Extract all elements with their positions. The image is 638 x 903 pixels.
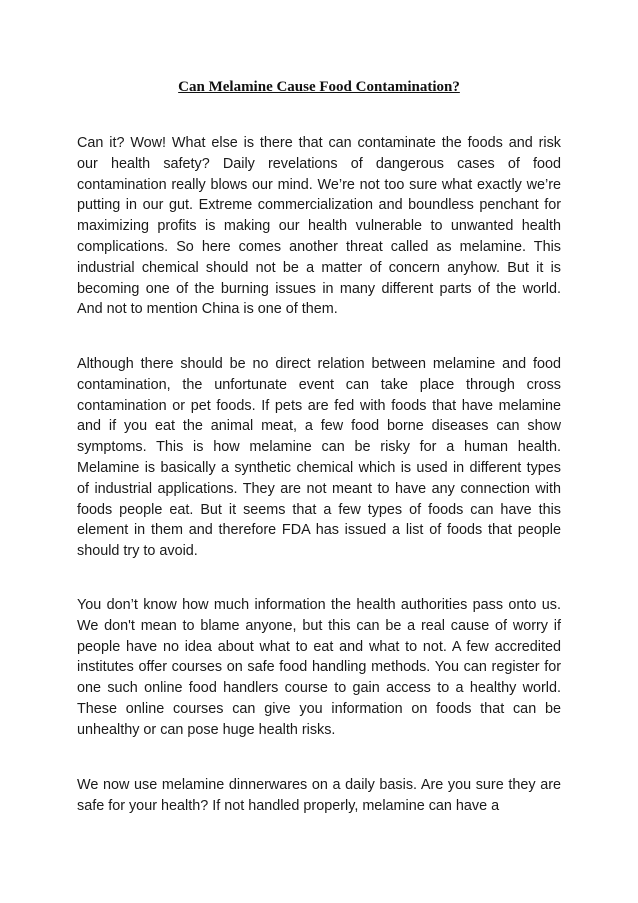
document-title: Can Melamine Cause Food Contamination? [178, 79, 460, 95]
paragraph-3: You don’t know how much information the health authorities pass onto us. We don't mean to blame anyone, but this can be a real cause of worry if people have no idea about what to eat and what to not. A few accredited institutes offer courses on safe food handling methods. You can register for one such online food handlers course to gain access to a healthy world. These online courses can give you information on foods that can be unhealthy or can pose huge health risks. [77, 597, 561, 738]
paragraph-4: We now use melamine dinnerwares on a daily basis. Are you sure they are safe for your health? If not handled properly, melamine can have a [77, 777, 561, 814]
paragraph-2: Although there should be no direct relation between melamine and food contamination, the unfortunate event can take place through cross contamination or pet foods. If pets are fed with foods that have melamine and if you eat the animal meat, a few food borne diseases can show symptoms. This is how melamine can be risky for a human health. Melamine is basically a synthetic chemical which is used in different types of industrial applications. They are not meant to have any connection with foods people eat. But it seems that a few types of foods can have this element in them and therefore FDA has issued a list of foods that people should try to avoid. [77, 356, 561, 560]
paragraph-1: Can it? Wow! What else is there that can contaminate the foods and risk our health safety? Daily revelations of dangerous cases of food contamination really blows our mind. We’re not too sure what exactly we’re putting in our gut. Extreme commercialization and boundless penchant for maximizing profits is making our health vulnerable to unwanted health complications. So here comes another threat called as melamine. This industrial chemical should not be a matter of concern anyhow. But it is becoming one of the burning issues in many different parts of the world. And not to mention China is one of them. [77, 135, 561, 318]
